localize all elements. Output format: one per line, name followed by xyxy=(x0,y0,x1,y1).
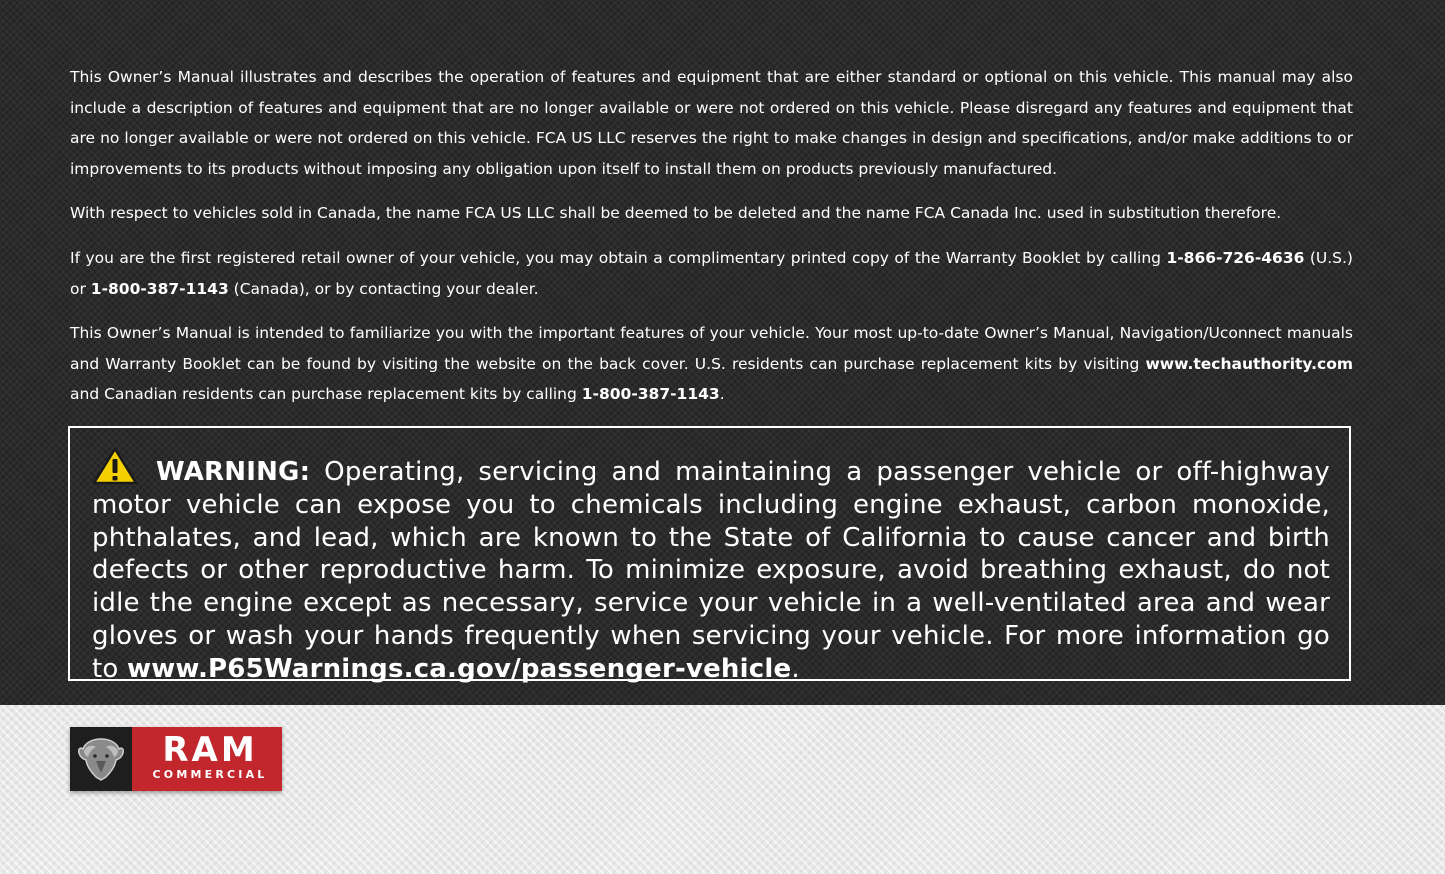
canada-notice-paragraph: With respect to vehicles sold in Canada, the name FCA US LLC shall be deemed to be deleted and the name FCA Canada Inc. used in substitution therefore. xyxy=(70,204,1282,222)
warranty-booklet-paragraph xyxy=(70,243,1353,304)
warning-text xyxy=(92,447,1330,686)
warning-label: WARNING: xyxy=(156,457,311,487)
ram-commercial-logo xyxy=(70,727,282,791)
replacement-kit-phone: 1-800-387-1143 xyxy=(581,385,720,403)
ram-head-icon xyxy=(70,727,132,791)
canada-phone-number: 1-800-387-1143 xyxy=(90,279,229,298)
prop65-warning-box xyxy=(68,426,1351,684)
p65-warnings-url: www.P65Warnings.ca.gov/passenger-vehicle xyxy=(126,653,792,684)
website-intro-text: This Owner’s Manual is intended to familiarize you with the important features of your vehicle. Your most up-to-date Owner’s Manual, Navigation/Uconnect manuals and Warranty Booklet can be found by visiting the website on the back cover. U.S. residents can purchase replacement kits by visiting xyxy=(70,324,1353,373)
techauthority-website: www.techauthority.com xyxy=(1145,354,1353,373)
website-end-text: . xyxy=(719,385,725,403)
ram-brand-text: RAM xyxy=(162,730,258,770)
warranty-intro-text: If you are the first registered retail owner of your vehicle, you may obtain a complimentary printed copy of the Warranty Booklet by calling xyxy=(70,249,1167,267)
logo-wordmark xyxy=(132,727,282,791)
warranty-mid-text: (U.S.) or xyxy=(70,249,1353,298)
us-phone-number: 1-866-726-4636 xyxy=(1166,249,1305,267)
manual-disclaimer-paragraph: This Owner’s Manual illustrates and describes the operation of features and equipment that are either standard or optional on this vehicle. This manual may also include a description of features and equipment that are no longer available or were not ordered on this vehicle. Please disregard any features and equipment that are no longer available or were not ordered on this vehicle. FCA US LLC reserves the right to make changes in design and specifications, and/or make additions to or improvements to its products without imposing any obligation upon itself to install them on products previously manufactured. xyxy=(70,68,1353,178)
warning-body: Operating, servicing and maintaining a passenger vehicle or off-highway motor vehicle can expose you to chemicals including engine exhaust, carbon monoxide, phthalates, and lead, which are known to the State of California to cause cancer and birth defects or other reproductive harm. To minimize exposure, avoid breathing exhaust, do not idle the engine except as necessary, service your vehicle in a well-ventilated area and wear gloves or wash your hands frequently when servicing your vehicle. For more information go to xyxy=(92,457,1330,684)
commercial-subline: COMMERCIAL xyxy=(152,768,268,781)
warning-triangle-icon xyxy=(92,447,138,485)
warning-end: . xyxy=(791,653,800,684)
manual-website-paragraph xyxy=(70,318,1353,410)
warranty-end-text: (Canada), or by contacting your dealer. xyxy=(228,279,539,298)
website-mid-text: and Canadian residents can purchase replacement kits by calling xyxy=(70,385,582,403)
